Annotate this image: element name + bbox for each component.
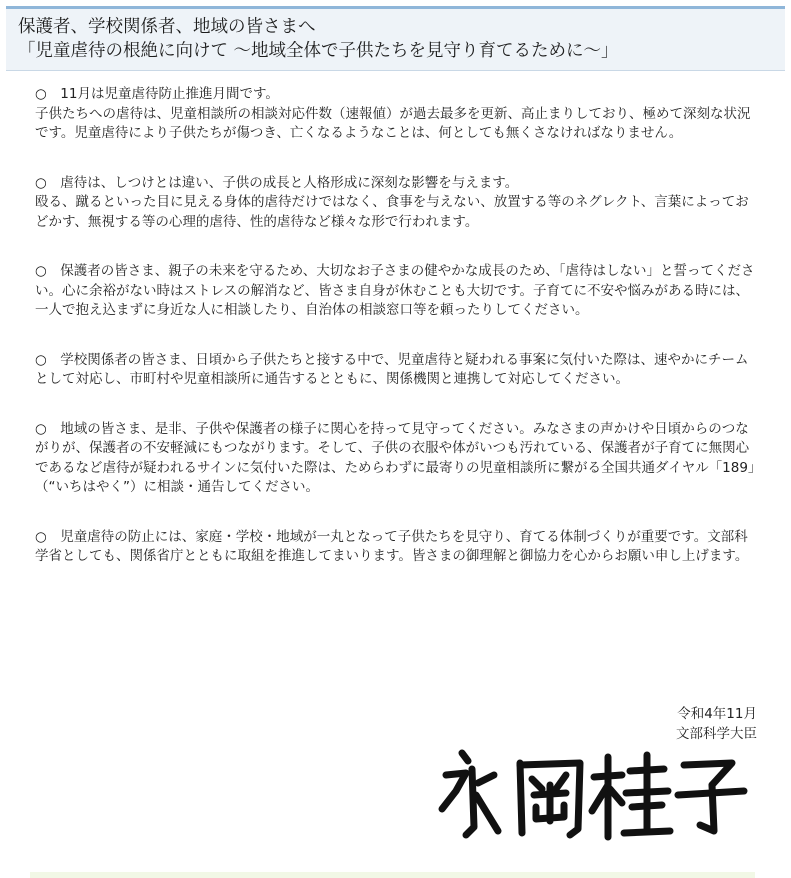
page (6, 6, 785, 567)
closing-date: 令和4年11月 (677, 706, 757, 722)
signature-glyph-1 (442, 753, 498, 835)
signature-image (432, 745, 752, 845)
closing-title: 文部科学大臣 (676, 726, 757, 742)
paragraph-text: ○ 児童虐待の防止には、家庭・学校・地域が一丸となって子供たちを見守り、育てる体制づくりが重要です。文部科学省としても、関係省庁とともに取組を推進してまいります。皆さまの御理解と御協力を心からお願い申し上げます。 (35, 528, 749, 564)
signature-glyph-4 (678, 763, 744, 831)
message-body (6, 71, 785, 567)
paragraph-school-staff (35, 351, 757, 390)
signature-glyph-2 (520, 763, 580, 835)
paragraph-text: 殴る、蹴るといった目に見える身体的虐待だけではなく、食事を与えない、放置する等のネグレクト、言葉によっておどかす、無視する等の心理的虐待、性的虐待など様々な形で行われます。 (35, 194, 749, 230)
paragraph-month (35, 85, 757, 144)
paragraph-text: ○ 学校関係者の皆さま、日頃から子供たちと接する中で、児童虐待と疑われる事案に気付いた際は、速やかにチームとして対応し、市町村や児童相談所に通告するとともに、関係機関と連携して対応してください。 (35, 351, 749, 387)
header-title-line2: 「児童虐待の根絶に向けて ～地域全体で子供たちを見守り育てるために～」 (18, 41, 619, 61)
paragraph-lead: ○ 虐待は、しつけとは違い、子供の成長と人格形成に深刻な影響を与えます。 (35, 174, 519, 191)
paragraph-text: ○ 地域の皆さま、是非、子供や保護者の様子に関心を持って見守ってください。みなさまの声かけや日頃からのつながりが、保護者の不安軽減にもつながります。そして、子供の衣服や体がいつも汚れている、保護者が子育てに無関心であるなど虐待が疑われるサインに気付いた際は、ためらわずに最寄りの児童相談所に繋がる全国共通ダイヤル「189」（“いちはやく”）に相談・通告してください。 (35, 420, 755, 495)
paragraph-text: ○ 保護者の皆さま、親子の未来を守るため、大切なお子さまの健やかな成長のため、「虐待はしない」と誓ってください。心に余裕がない時はストレスの解消など、皆さま自身が休むことも大切です。子育てに不安や悩みがある時には、一人で抱え込まずに身近な人に相談したり、自治体の相談窓口等を頼ったりしてください。 (35, 263, 755, 318)
header-title-line1: 保護者、学校関係者、地域の皆さまへ (18, 17, 316, 37)
page-header (6, 6, 785, 71)
paragraph-community (35, 420, 757, 498)
signature-glyph-3 (592, 755, 670, 837)
paragraph-prevention (35, 528, 757, 567)
footer-strip (30, 872, 755, 878)
paragraph-text: 子供たちへの虐待は、児童相談所の相談対応件数（速報値）が過去最多を更新、高止まりしており、極めて深刻な状況です。児童虐待により子供たちが傷つき、亡くなるようなことは、何としても無くさなければなりません。 (35, 105, 751, 141)
paragraph-abuse-definition (35, 174, 757, 233)
paragraph-guardians (35, 262, 757, 321)
closing-block (676, 704, 757, 744)
paragraph-lead: ○ 11月は児童虐待防止推進月間です。 (35, 86, 279, 102)
